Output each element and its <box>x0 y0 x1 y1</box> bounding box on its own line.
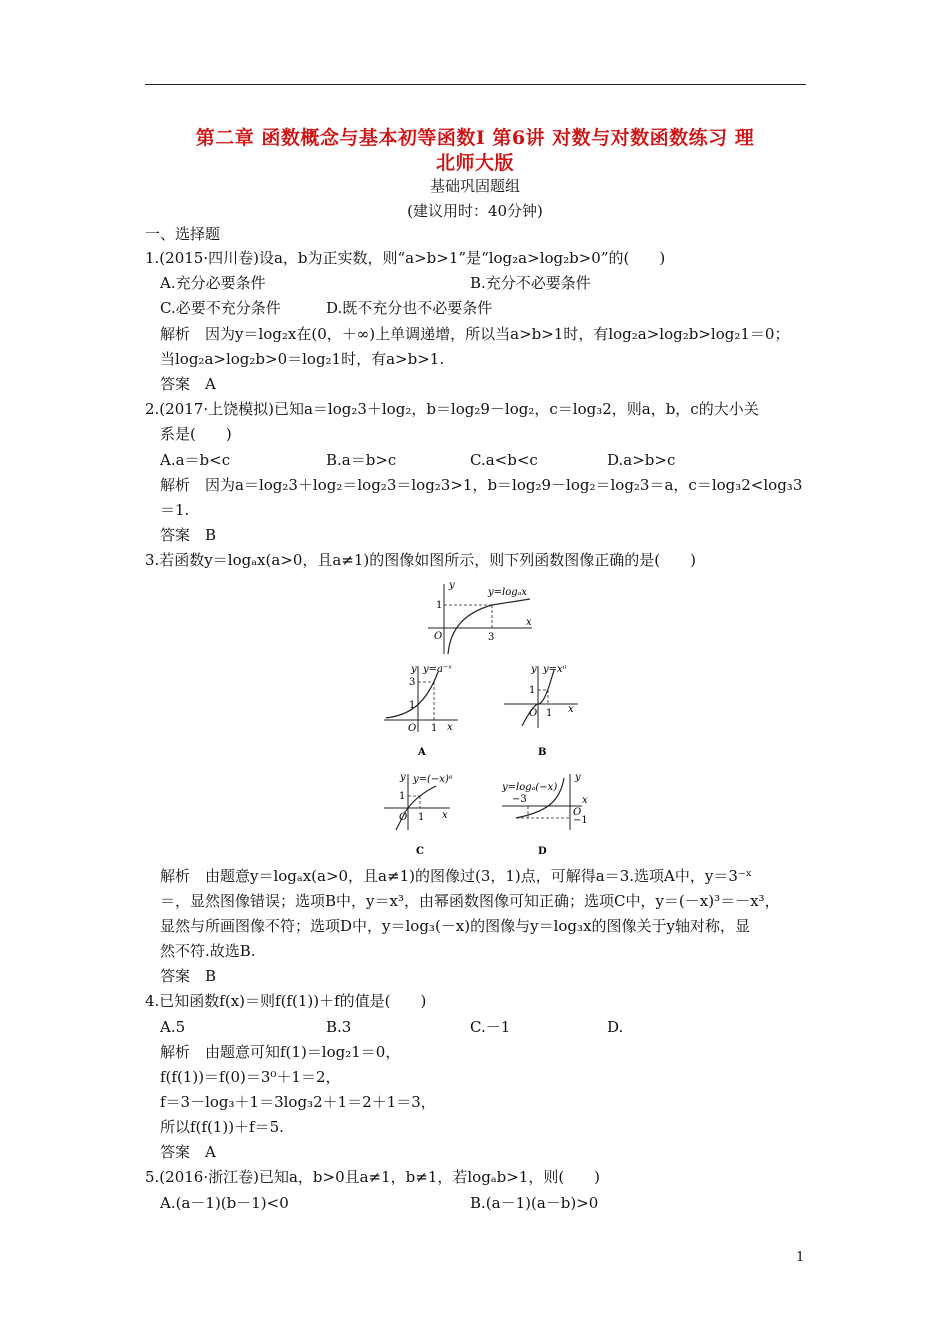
q2-stem-line2: 系是( ) <box>160 425 232 443</box>
main-func-label: y=logₐx <box>488 587 528 598</box>
q5-option-a: A.(a－1)(b－1)<0 <box>160 1194 289 1212</box>
main-x-label: x <box>526 617 532 628</box>
q4-analysis-line3: f＝3－log₃＋1＝3log₃2＋1＝2＋1＝3， <box>160 1093 436 1111</box>
page-number: 1 <box>796 1250 805 1265</box>
graph-d-caption: D <box>538 846 547 857</box>
q3-analysis-line4: 然不符.故选B. <box>160 942 256 960</box>
subtitle: 基础巩固题组 <box>429 177 520 195</box>
graph-a <box>380 660 470 760</box>
q1-stem: 1.(2015·四川卷)设a，b为正实数，则“a>b>1”是“log₂a>log₂b>0”的( ) <box>145 249 666 267</box>
graph-c-caption: C <box>416 846 424 857</box>
q4-analysis-line4: 所以f(f(1))＋f＝5. <box>160 1118 284 1136</box>
q4-stem: 4.已知函数f(x)＝则f(f(1))＋f的值是( ) <box>145 992 427 1010</box>
graph-b-tick-1x: 1 <box>546 708 553 719</box>
graph-d-y-label: y <box>575 772 581 783</box>
q5-option-b: B.(a－1)(a－b)>0 <box>470 1194 599 1212</box>
q1-answer: 答案 A <box>160 375 216 393</box>
graph-d-tick-neg3: −3 <box>512 794 527 805</box>
graph-a-origin: O <box>408 723 417 734</box>
q2-answer: 答案 B <box>160 526 217 544</box>
graph-b-tick-1y: 1 <box>529 685 536 696</box>
graph-d-x-label: x <box>582 795 588 806</box>
main-log-graph <box>420 578 540 658</box>
graph-d <box>498 768 590 858</box>
graph-d-tick-neg1: −1 <box>573 815 588 826</box>
graph-a-func-label: y=a⁻ˣ <box>423 664 452 675</box>
q2-analysis-line1: 解析 因为a＝log₂3＋log₂＝log₂3＝log₂3>1，b＝log₂9－log₂＝log₂3＝a，c＝log₃2<log₃3 <box>160 476 803 494</box>
graph-a-tick-1x: 1 <box>431 723 438 734</box>
q1-option-c: C.必要不充分条件 <box>160 299 281 317</box>
q4-option-a: A.5 <box>160 1018 186 1036</box>
q1-option-a: A.充分必要条件 <box>160 274 266 292</box>
q2-option-a: A.a＝b<c <box>160 451 231 469</box>
main-log-curve <box>448 599 530 654</box>
q2-option-b: B.a＝b>c <box>326 451 397 469</box>
q5-stem: 5.(2016·浙江卷)已知a，b>0且a≠1，b≠1，若logₐb>1，则( ) <box>145 1168 601 1186</box>
header-rule <box>145 84 806 85</box>
q4-analysis-line1: 解析 由题意可知f(1)＝log₂1＝0， <box>160 1043 401 1061</box>
graph-b-x-label: x <box>568 704 574 715</box>
q1-option-d: D.既不充分也不必要条件 <box>326 299 493 317</box>
graph-d-func-label: y=logₐ(−x) <box>502 782 558 793</box>
title-line-2: 北师大版 <box>435 152 514 174</box>
graph-d-origin: O <box>573 807 582 818</box>
q2-option-c: C.a<b<c <box>470 451 538 469</box>
graph-c-tick-1x: 1 <box>418 812 425 823</box>
q1-analysis-line2: 当log₂a>log₂b>0＝log₂1时，有a>b>1. <box>160 350 445 368</box>
section-heading: 一、选择题 <box>145 225 221 243</box>
main-tick-x: 3 <box>488 632 495 643</box>
q4-option-b: B.3 <box>326 1018 352 1036</box>
graph-c <box>380 768 470 858</box>
title-line-1: 第二章 函数概念与基本初等函数Ⅰ 第6讲 对数与对数函数练习 理 <box>195 127 755 149</box>
main-tick-y: 1 <box>436 600 443 611</box>
graph-b-func-label: y=xᵃ <box>543 664 567 675</box>
graph-b <box>500 660 590 760</box>
graph-b-caption: B <box>538 747 547 758</box>
q1-option-b: B.充分不必要条件 <box>470 274 591 292</box>
q2-analysis-line2: ＝1. <box>160 501 190 519</box>
graph-c-y-label: y <box>400 772 406 783</box>
graph-a-tick-1y: 1 <box>409 700 416 711</box>
graph-a-x-label: x <box>447 722 453 733</box>
graph-c-func-label: y=(−x)ᵃ <box>413 774 453 785</box>
graph-b-origin: O <box>529 708 538 719</box>
q3-analysis-line2: ＝，显然图像错误；选项B中，y＝x³，由幂函数图像可知正确；选项C中，y＝(－x)³＝－x³， <box>160 892 780 910</box>
main-y-label: y <box>449 580 455 591</box>
graph-c-tick-1y: 1 <box>399 791 406 802</box>
time-hint: (建议用时：40分钟) <box>407 202 543 220</box>
graph-a-caption: A <box>418 747 426 758</box>
q4-option-c: C.－1 <box>470 1018 511 1036</box>
q2-stem-line1: 2.(2017·上饶模拟)已知a＝log₂3＋log₂，b＝log₂9－log₂，c＝log₃2，则a，b，c的大小关 <box>145 400 759 418</box>
graph-c-x-label: x <box>442 810 448 821</box>
q4-answer: 答案 A <box>160 1143 216 1161</box>
graph-b-y-label: y <box>531 664 537 675</box>
page-title <box>140 126 810 176</box>
q3-stem: 3.若函数y＝logₐx(a>0，且a≠1)的图像如图所示，则下列函数图像正确的是( ) <box>145 551 696 569</box>
graph-a-y-label: y <box>411 664 417 675</box>
q4-option-d: D. <box>607 1018 624 1036</box>
q4-analysis-line2: f(f(1))＝f(0)＝3⁰＋1＝2， <box>160 1068 341 1086</box>
q3-analysis-line1: 解析 由题意y＝logₐx(a>0，且a≠1)的图像过(3，1)点，可解得a＝3.选项A中，y＝3⁻ˣ <box>160 867 753 885</box>
q1-analysis-line1: 解析 因为y＝log₂x在(0，＋∞)上单调递增，所以当a>b>1时，有log₂a>log₂b>log₂1＝0； <box>160 325 790 343</box>
q3-analysis-line3: 显然与所画图像不符；选项D中，y＝log₃(－x)的图像与y＝log₃x的图像关于y轴对称，显 <box>160 917 750 935</box>
q2-option-d: D.a>b>c <box>607 451 676 469</box>
graph-a-tick-3: 3 <box>409 677 416 688</box>
q3-answer: 答案 B <box>160 967 217 985</box>
main-origin-label: O <box>434 631 443 642</box>
graph-c-origin: O <box>399 812 408 823</box>
